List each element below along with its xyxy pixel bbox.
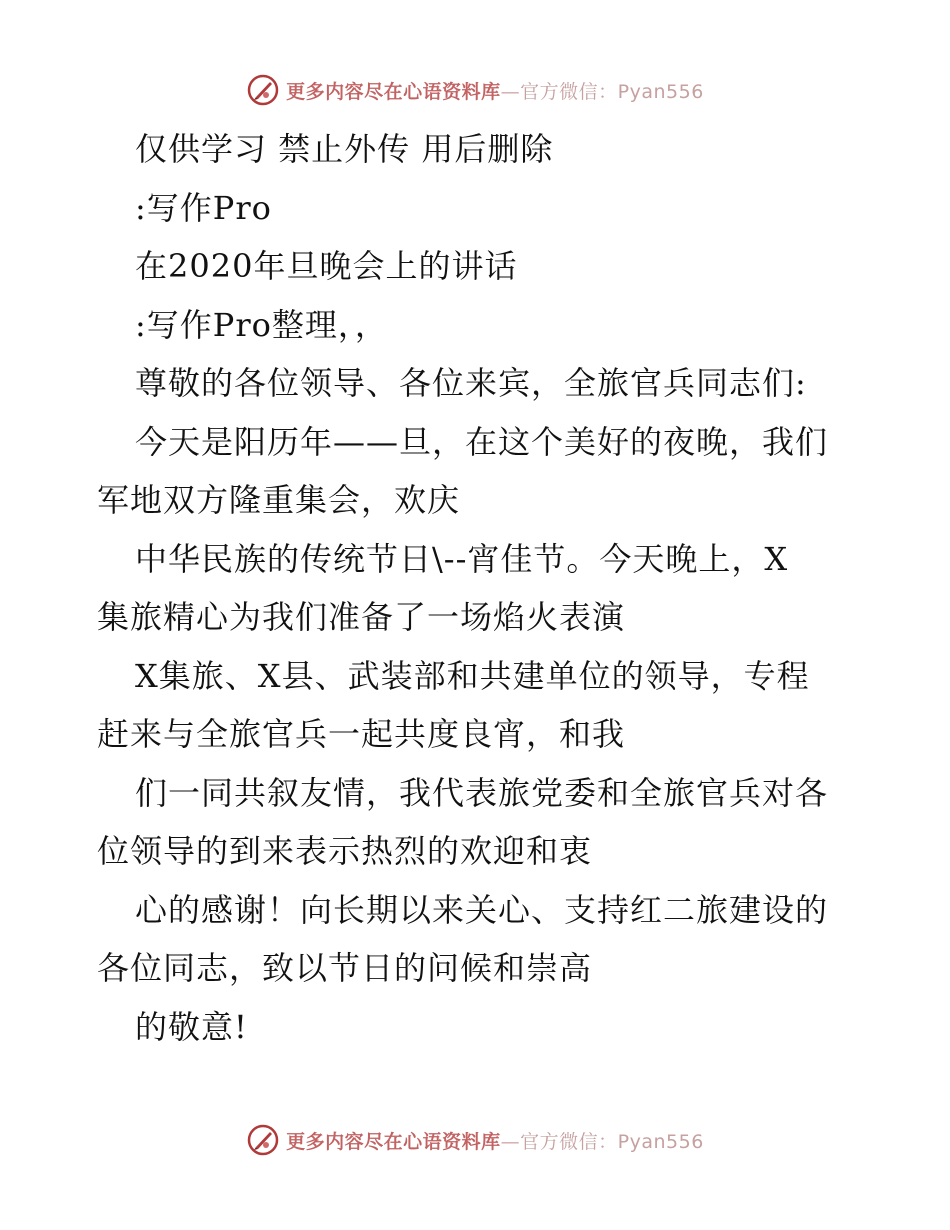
quill-seal-icon: [246, 1123, 280, 1157]
doc-line: :写作Pro整理，，: [135, 305, 388, 344]
header-banner-sep: —: [500, 80, 521, 103]
footer-banner-sep: —: [500, 1130, 521, 1153]
footer-banner-inner: [246, 1123, 704, 1157]
header-banner-main: 更多内容尽在心语资料库: [286, 80, 501, 103]
doc-line: :写作Pro: [135, 188, 272, 227]
doc-line: 位领导的到来表示热烈的欢迎和衷: [97, 832, 593, 870]
header-banner-inner: [246, 73, 704, 107]
header-banner-text: [286, 77, 704, 104]
doc-line: 心的感谢！向长期以来关心、支持红二旅建设的: [135, 890, 829, 929]
footer-banner-wechat: 官方微信：Pyan556: [520, 1130, 704, 1153]
doc-line: 中华民族的传统节日\--宵佳节。今天晚上，X: [135, 539, 789, 578]
doc-line: 的敬意!: [135, 1007, 248, 1046]
doc-line: 尊敬的各位领导、各位来宾，全旅官兵同志们:: [135, 364, 807, 402]
quill-seal-icon: [246, 73, 280, 107]
doc-line: 今天是阳历年——旦，在这个美好的夜晚，我们: [135, 422, 829, 461]
doc-line: 在2020年旦晚会上的讲话: [135, 247, 518, 285]
header-banner-wechat: 官方微信：Pyan556: [520, 80, 704, 103]
doc-line: 各位同志，致以节日的问候和崇高: [97, 949, 593, 987]
footer-banner-main: 更多内容尽在心语资料库: [286, 1130, 501, 1153]
document-body: [97, 120, 857, 1056]
footer-banner-text: [286, 1127, 704, 1154]
doc-line: X集旅、X县、武装部和共建单位的领导，专程: [135, 656, 810, 695]
doc-line: 军地双方隆重集会，欢庆: [97, 481, 461, 519]
doc-line: 们一同共叙友情，我代表旅党委和全旅官兵对各: [135, 773, 829, 812]
doc-line: 赶来与全旅官兵一起共度良宵，和我: [97, 715, 626, 753]
doc-line: 仅供学习 禁止外传 用后删除: [135, 130, 554, 168]
doc-line: 集旅精心为我们准备了一场焰火表演: [97, 598, 626, 636]
footer-banner: [0, 1120, 950, 1160]
header-banner: [0, 70, 950, 110]
